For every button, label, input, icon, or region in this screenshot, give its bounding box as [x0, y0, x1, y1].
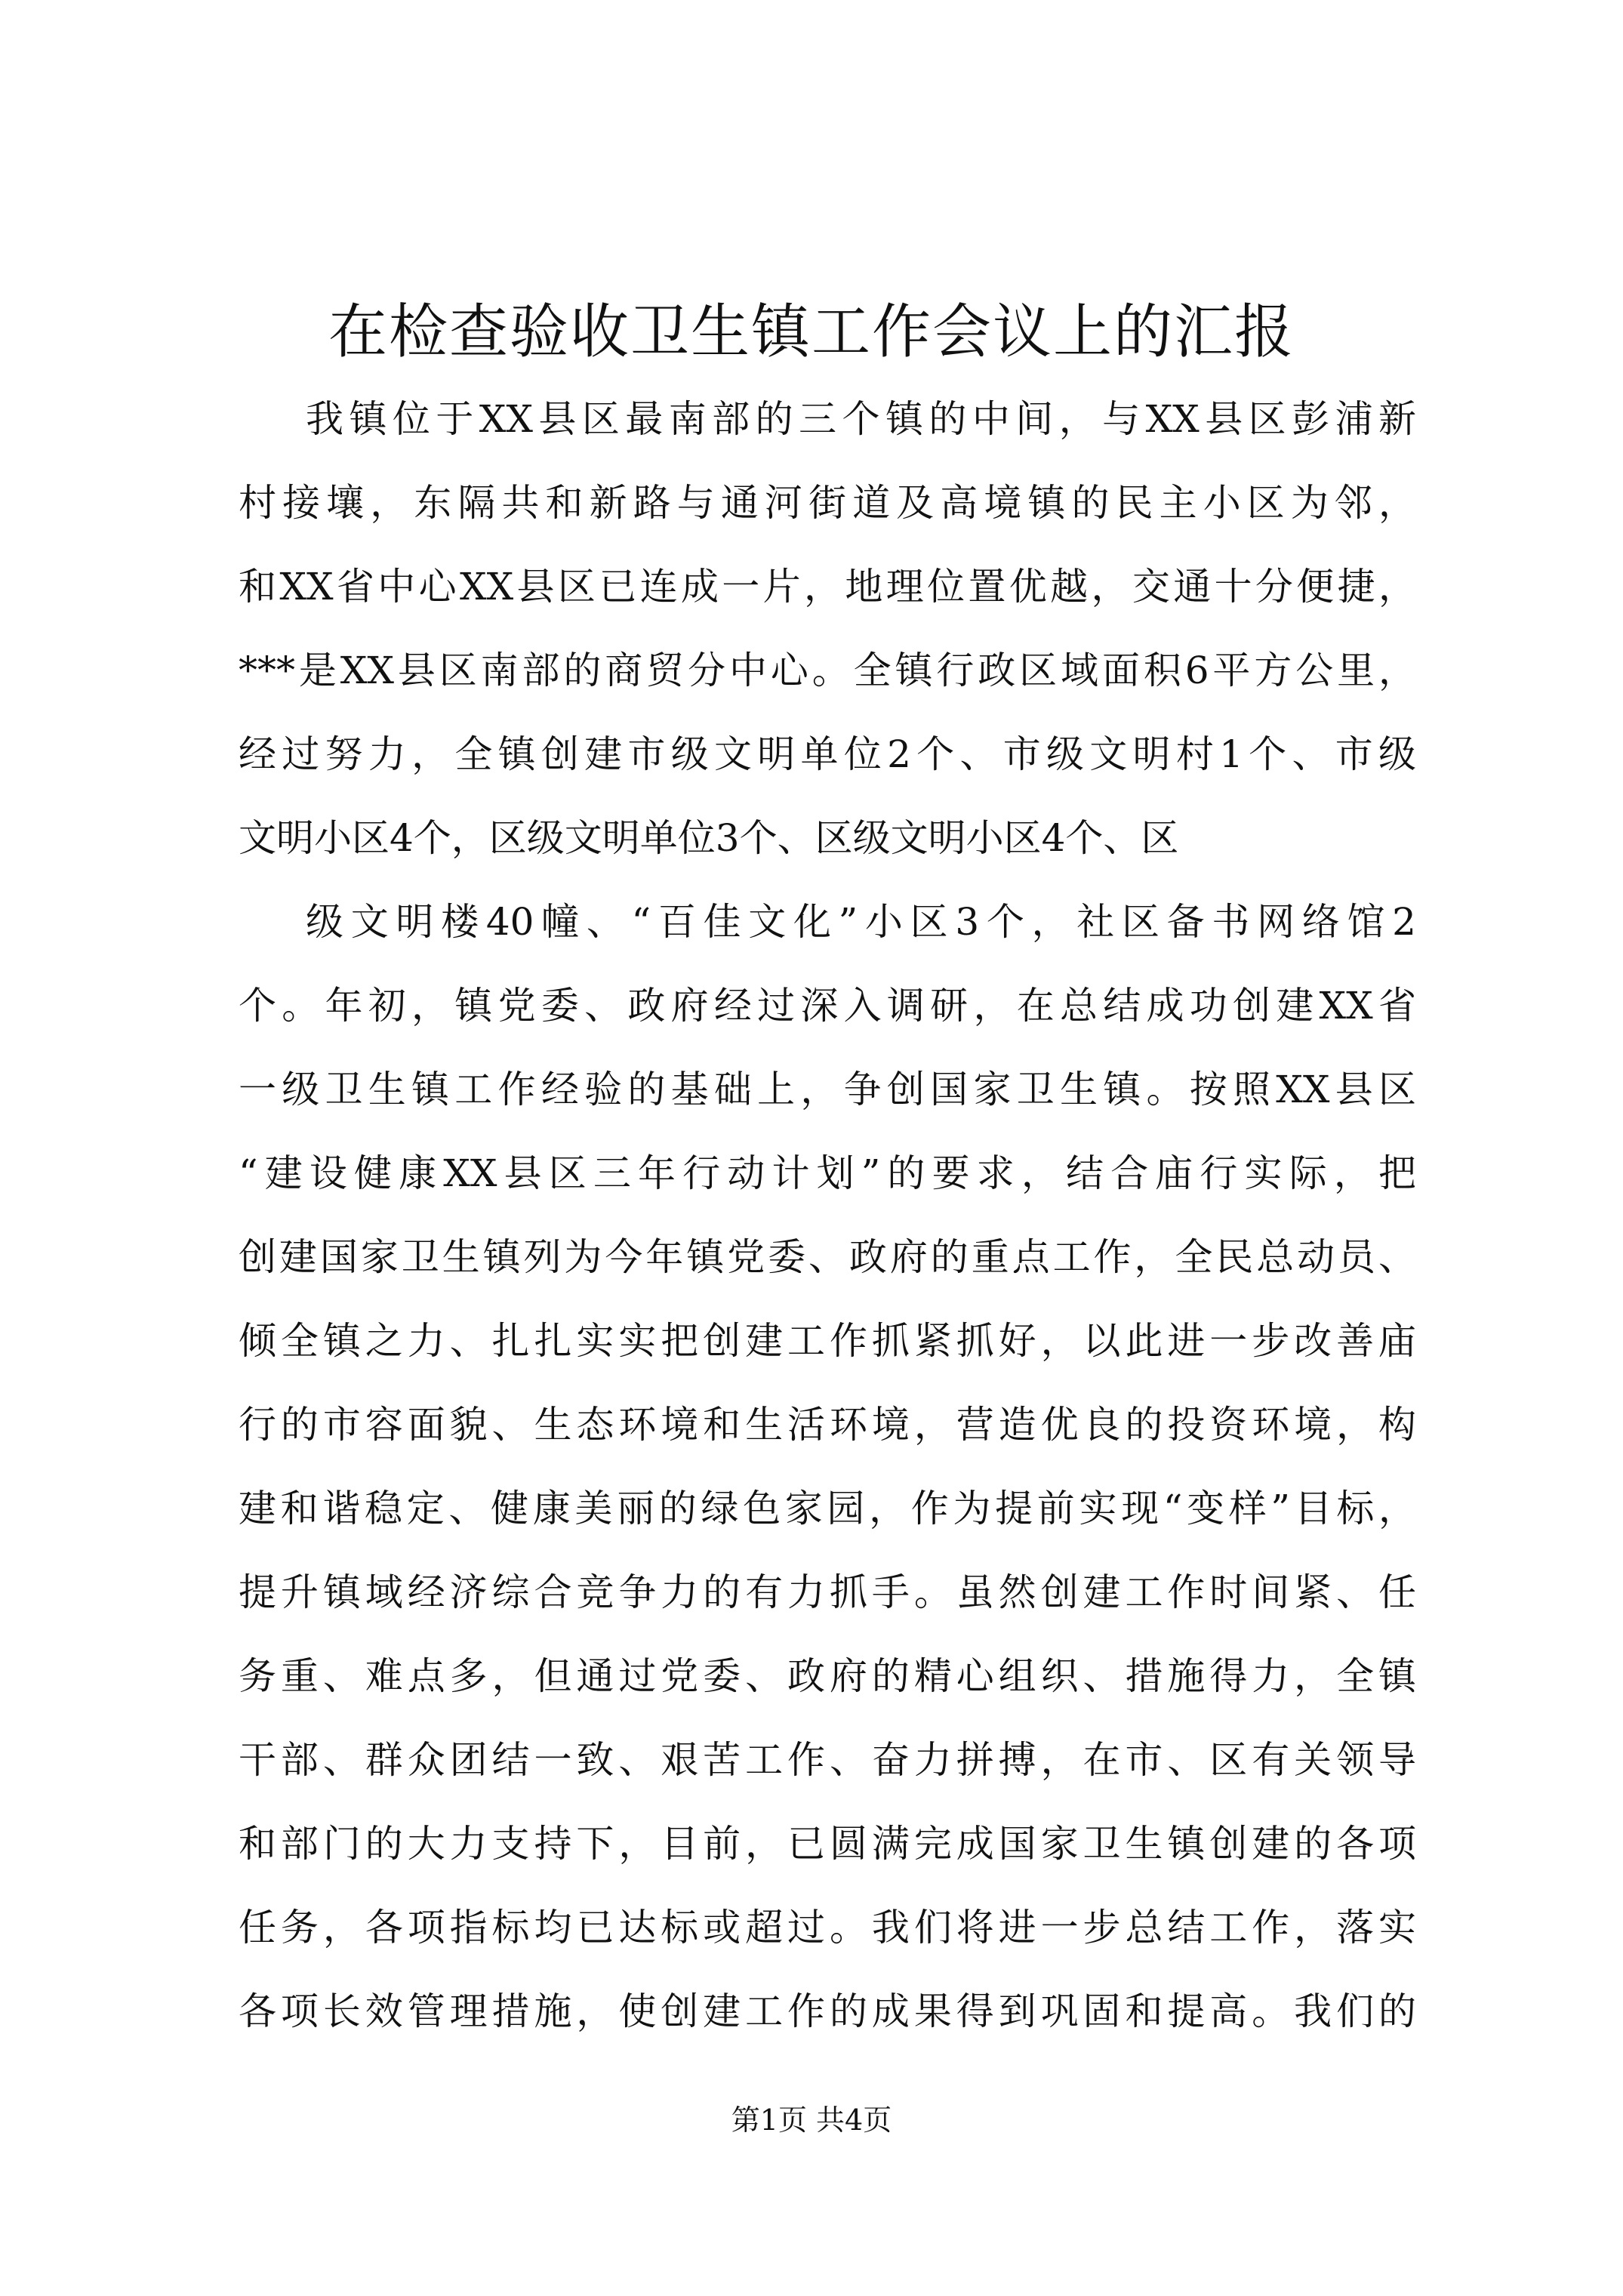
paragraph-2-line-14: 各项长效管理措施，使创建工作的成果得到巩固和提高。我们的 [239, 1989, 1416, 2033]
paragraph-2-line-8: 建和谐稳定、健康美丽的绿色家园，作为提前实现“变样”目标， [239, 1487, 1416, 1530]
paragraph-2-line-13: 任务，各项指标均已达标或超过。我们将进一步总结工作，落实 [239, 1906, 1416, 1949]
paragraph-2-line-6: 倾全镇之力、扎扎实实把创建工作抓紧抓好，以此进一步改善庙 [239, 1319, 1416, 1363]
paragraph-2-line-10: 务重、难点多，但通过党委、政府的精心组织、措施得力，全镇 [239, 1654, 1416, 1698]
paragraph-2-line-4: “建设健康XX县区三年行动计划”的要求，结合庙行实际，把 [239, 1151, 1416, 1195]
paragraph-2-line-11: 干部、群众团结一致、艰苦工作、奋力拼搏，在市、区有关领导 [239, 1738, 1416, 1782]
paragraph-1-line-6: 文明小区4个，区级文明单位3个、区级文明小区4个、区 [239, 816, 1179, 860]
paragraph-2-line-3: 一级卫生镇工作经验的基础上，争创国家卫生镇。按照XX县区 [239, 1068, 1416, 1111]
paragraph-1-line-1: 我镇位于XX县区最南部的三个镇的中间，与XX县区彭浦新 [306, 397, 1416, 441]
paragraph-2-line-12: 和部门的大力支持下，目前，已圆满完成国家卫生镇创建的各项 [239, 1822, 1416, 1866]
paragraph-1-line-2: 村接壤，东隔共和新路与通河街道及高境镇的民主小区为邻， [239, 481, 1416, 525]
paragraph-2-line-9: 提升镇域经济综合竞争力的有力抓手。虽然创建工作时间紧、任 [239, 1570, 1416, 1614]
document-title: 在检查验收卫生镇工作会议上的汇报 [328, 298, 1295, 366]
paragraph-2-line-5: 创建国家卫生镇列为今年镇党委、政府的重点工作，全民总动员、 [239, 1235, 1416, 1279]
paragraph-1-line-5: 经过努力，全镇创建市级文明单位2个、市级文明村1个、市级 [239, 732, 1416, 776]
paragraph-2-line-1: 级文明楼40幢、“百佳文化”小区3个，社区备书网络馆2 [306, 900, 1416, 944]
paragraph-1-line-3: 和XX省中心XX县区已连成一片，地理位置优越，交通十分便捷， [239, 565, 1416, 609]
paragraph-1-line-4: ***是XX县区南部的商贸分中心。全镇行政区域面积6平方公里， [239, 649, 1416, 692]
paragraph-2-line-2: 个。年初，镇党委、政府经过深入调研，在总结成功创建XX省 [239, 984, 1416, 1028]
page-footer: 第1页 共4页 [731, 2103, 892, 2137]
paragraph-2-line-7: 行的市容面貌、生态环境和生活环境，营造优良的投资环境，构 [239, 1403, 1416, 1447]
